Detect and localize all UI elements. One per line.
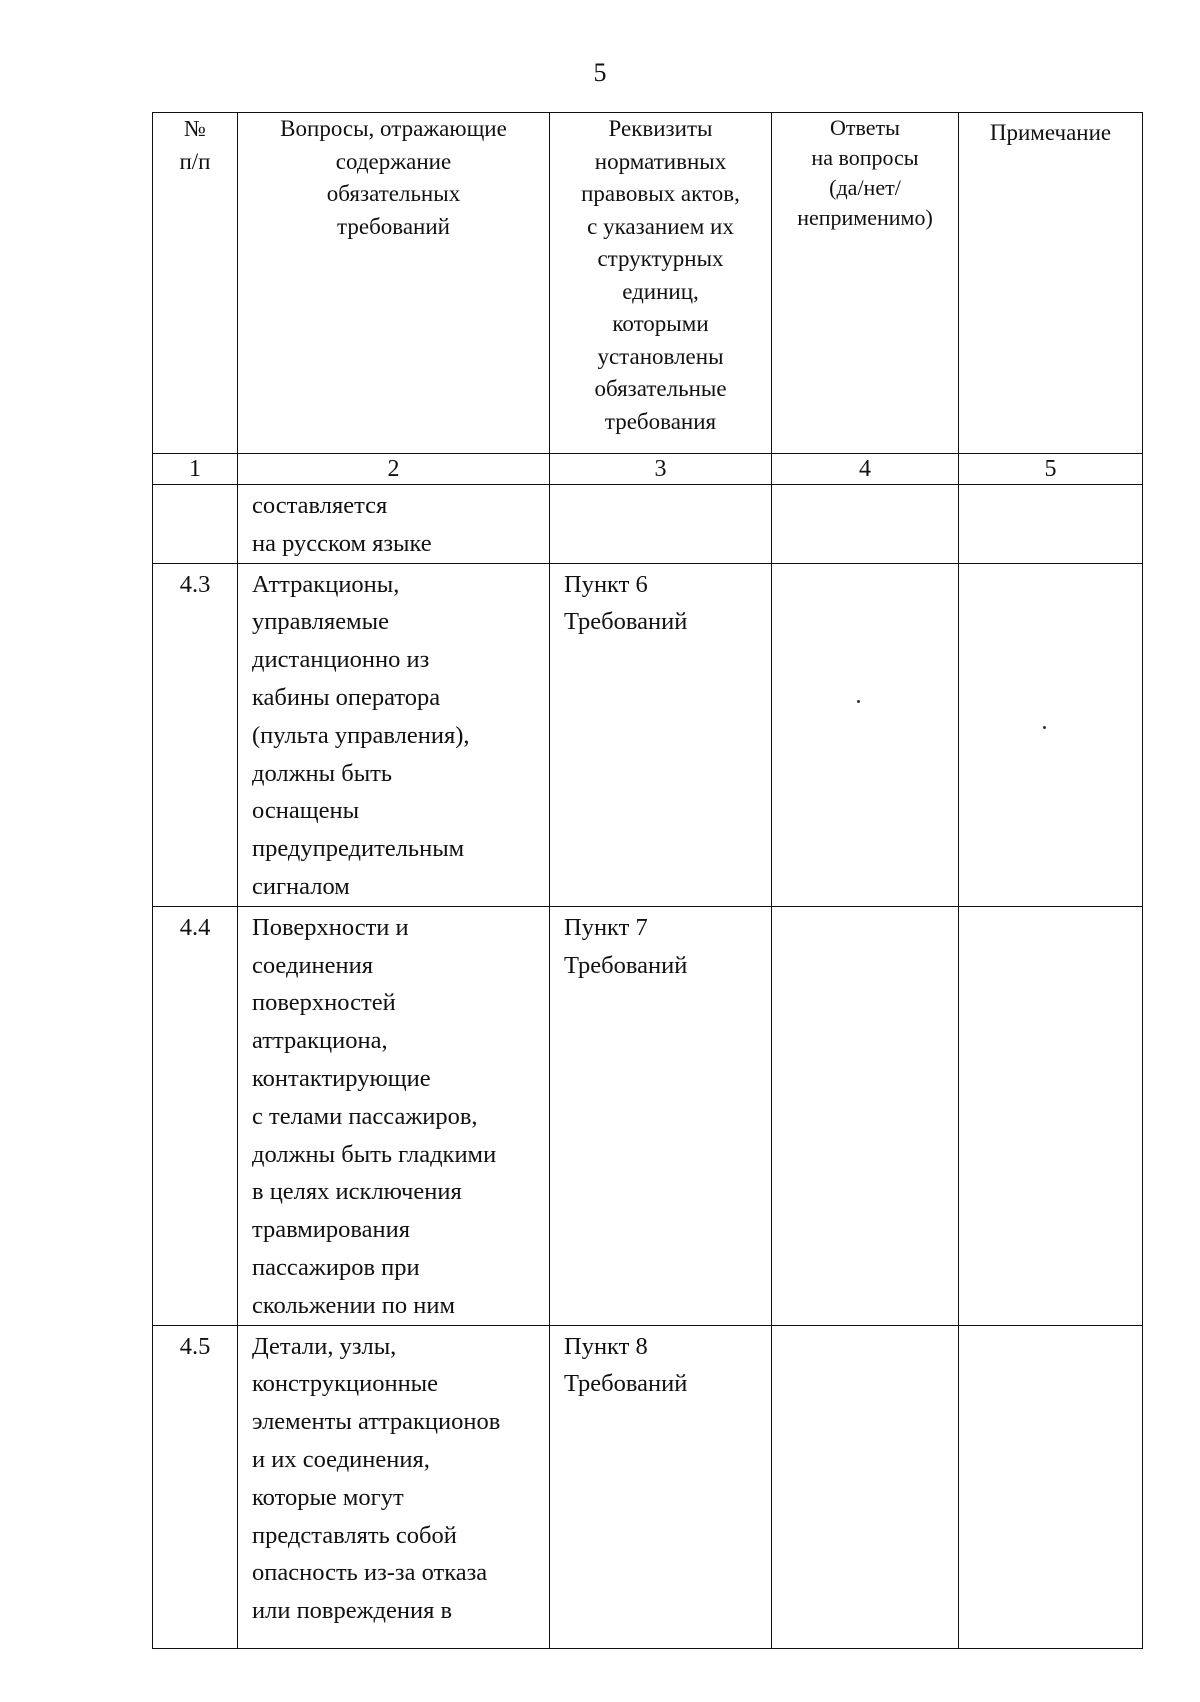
table-row <box>153 1325 1143 1648</box>
table-header-row <box>153 113 1143 454</box>
note-cell[interactable] <box>959 563 1143 906</box>
column-number-row <box>153 454 1143 485</box>
reference-cell <box>550 485 772 564</box>
scan-speck <box>857 700 860 703</box>
answer-cell[interactable] <box>772 906 959 1325</box>
header-legal-references: Реквизиты нормативных правовых актов, с указанием их структурных единиц, которыми установлены обязательные требования <box>550 113 772 454</box>
column-number: 1 <box>153 454 238 485</box>
question-cell: Детали, узлы, конструкционные элементы аттракционов и их соединения, которые могут представлять собой опасность из-за отказа или повреждения в <box>238 1325 550 1648</box>
question-cell: Поверхности и соединения поверхностей аттракциона, контактирующие с телами пассажиров, должны быть гладкими в целях исключения травмирования пассажиров при скольжении по ним <box>238 906 550 1325</box>
question-cell: Аттракционы, управляемые дистанционно из кабины оператора (пульта управления), должны быть оснащены предупредительным сигналом <box>238 563 550 906</box>
row-number-cell: 4.3 <box>153 563 238 906</box>
header-note: Примечание <box>959 113 1143 454</box>
column-number: 4 <box>772 454 959 485</box>
note-cell[interactable] <box>959 906 1143 1325</box>
table-row <box>153 485 1143 564</box>
header-questions: Вопросы, отражающие содержание обязательных требований <box>238 113 550 454</box>
question-cell: составляется на русском языке <box>238 485 550 564</box>
reference-cell: Пункт 7 Требований <box>550 906 772 1325</box>
requirements-checklist-table <box>152 112 1143 1649</box>
answer-cell[interactable] <box>772 563 959 906</box>
row-number-cell: 4.5 <box>153 1325 238 1648</box>
note-cell[interactable] <box>959 1325 1143 1648</box>
answer-cell[interactable] <box>772 1325 959 1648</box>
column-number: 5 <box>959 454 1143 485</box>
column-number: 2 <box>238 454 550 485</box>
header-item-number: № п/п <box>153 113 238 454</box>
row-number-cell: 4.4 <box>153 906 238 1325</box>
row-number-cell <box>153 485 238 564</box>
reference-cell: Пункт 8 Требований <box>550 1325 772 1648</box>
note-cell[interactable] <box>959 485 1143 564</box>
reference-cell: Пункт 6 Требований <box>550 563 772 906</box>
table-row <box>153 563 1143 906</box>
header-answers: Ответы на вопросы (да/нет/ неприменимо) <box>772 113 959 454</box>
column-number: 3 <box>550 454 772 485</box>
table-row <box>153 906 1143 1325</box>
answer-cell[interactable] <box>772 485 959 564</box>
page-number: 5 <box>593 58 607 87</box>
scan-speck <box>1043 726 1046 729</box>
